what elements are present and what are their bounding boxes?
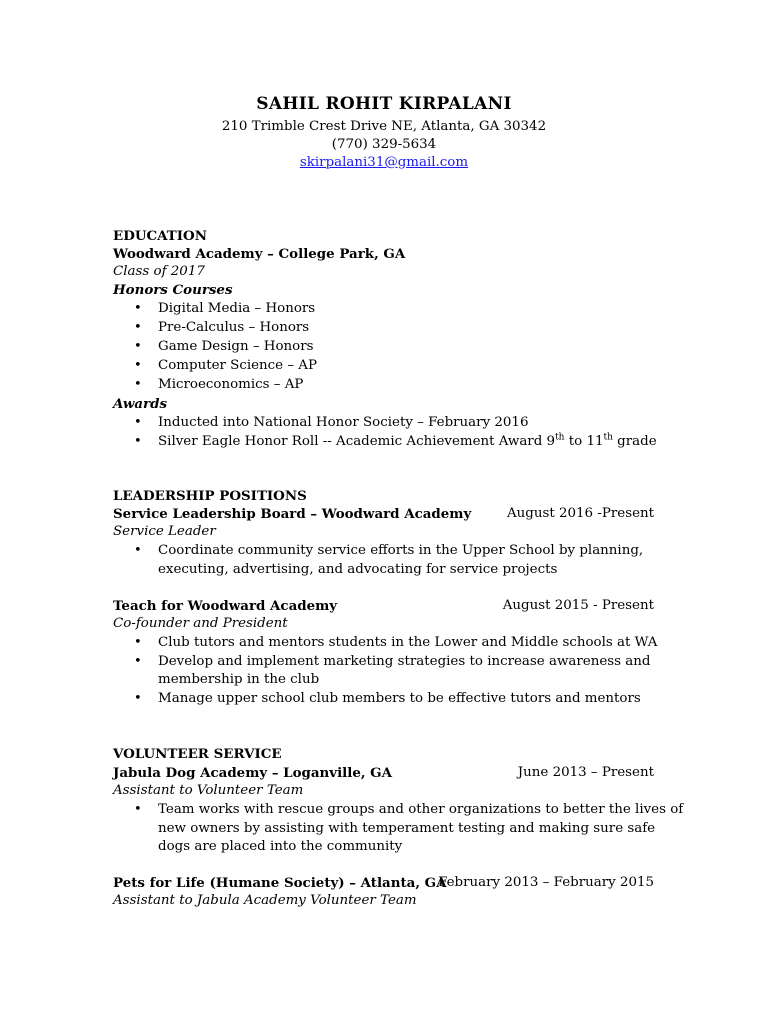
position-bullet: Club tutors and mentors students in the Lower and Middle schools at WA — [158, 635, 658, 650]
position-dates: February 2013 – February 2015 — [438, 875, 654, 890]
position-role: Co-founder and President — [113, 616, 288, 631]
position-role: Assistant to Volunteer Team — [113, 783, 304, 798]
course-item: Game Design – Honors — [158, 339, 314, 354]
position-bullet: dogs are placed into the community — [158, 839, 403, 854]
position-role: Service Leader — [113, 524, 216, 539]
position-dates: August 2015 - Present — [502, 598, 654, 613]
bullet-icon: • — [134, 320, 142, 335]
position-bullet: Coordinate community service efforts in the Upper School by planning, — [158, 543, 644, 558]
bullet-icon: • — [134, 339, 142, 354]
bullet-icon: • — [134, 654, 142, 669]
position-bullet: membership in the club — [158, 672, 320, 687]
position-dates: June 2013 – Present — [517, 765, 654, 780]
course-item: Digital Media – Honors — [158, 301, 316, 316]
address: 210 Trimble Crest Drive NE, Atlanta, GA 30342 — [221, 119, 547, 134]
position-role: Assistant to Jabula Academy Volunteer Team — [113, 893, 417, 908]
position-org: Jabula Dog Academy – Loganville, GA — [113, 765, 393, 781]
volunteer-heading: VOLUNTEER SERVICE — [113, 746, 282, 762]
position-org: Service Leadership Board – Woodward Academy — [113, 506, 472, 522]
bullet-icon: • — [134, 635, 142, 650]
course-item: Microeconomics – AP — [158, 377, 304, 392]
position-bullet: executing, advertising, and advocating for service projects — [158, 562, 558, 577]
bullet-icon: • — [134, 377, 142, 392]
position-org: Pets for Life (Humane Society) – Atlanta, GA — [113, 875, 447, 891]
bullet-icon: • — [134, 543, 142, 558]
award-item: Inducted into National Honor Society – February 2016 — [158, 415, 529, 430]
award-item: Silver Eagle Honor Roll -- Academic Achievement Award 9th to 11th grade — [158, 432, 657, 449]
position-bullet: Team works with rescue groups and other organizations to better the lives of — [158, 802, 684, 817]
bullet-icon: • — [134, 301, 142, 316]
bullet-icon: • — [134, 691, 142, 706]
resume-name: SAHIL ROHIT KIRPALANI — [256, 94, 512, 114]
education-heading: EDUCATION — [113, 228, 207, 244]
position-bullet: Develop and implement marketing strategies to increase awareness and — [158, 654, 651, 669]
school-name: Woodward Academy – College Park, GA — [113, 246, 406, 262]
awards-heading: Awards — [113, 396, 168, 412]
bullet-icon: • — [134, 802, 142, 817]
email-link[interactable]: skirpalani31@gmail.com — [299, 155, 469, 170]
bullet-icon: • — [134, 434, 142, 449]
leadership-heading: LEADERSHIP POSITIONS — [113, 488, 307, 504]
position-bullet: Manage upper school club members to be effective tutors and mentors — [158, 691, 641, 706]
honors-courses-heading: Honors Courses — [113, 282, 233, 298]
class-year: Class of 2017 — [113, 264, 205, 279]
course-item: Computer Science – AP — [158, 358, 317, 373]
phone: (770) 329-5634 — [331, 137, 437, 152]
position-org: Teach for Woodward Academy — [113, 598, 338, 614]
bullet-icon: • — [134, 415, 142, 430]
email-container — [0, 154, 768, 172]
position-bullet: new owners by assisting with temperament testing and making sure safe — [158, 821, 656, 836]
bullet-icon: • — [134, 358, 142, 373]
position-dates: August 2016 -Present — [507, 506, 654, 521]
course-item: Pre-Calculus – Honors — [158, 320, 310, 335]
